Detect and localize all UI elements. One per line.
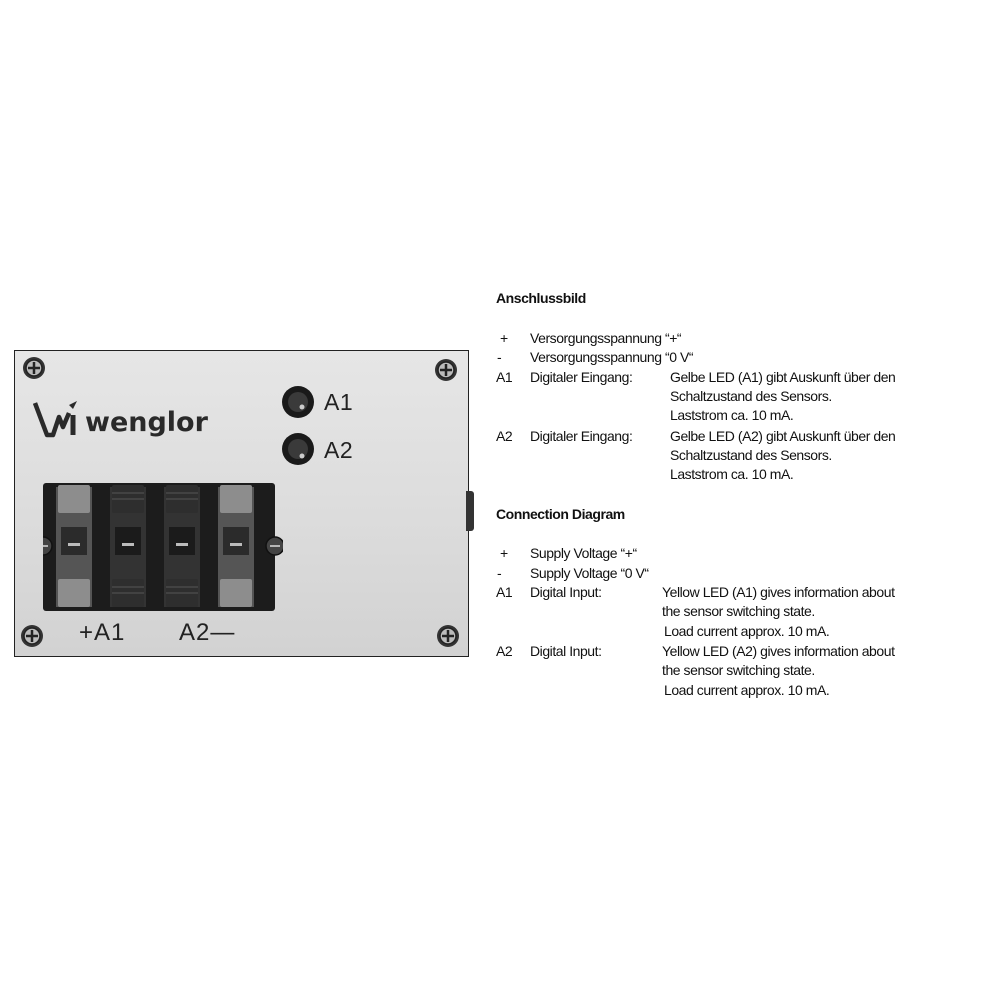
plus-text: Supply Voltage “+“	[530, 545, 637, 561]
plus-symbol: +	[500, 330, 508, 346]
connector-panel-photo	[14, 350, 469, 657]
screw-top-left	[21, 355, 47, 381]
english-heading: Connection Diagram	[496, 506, 625, 522]
a2-desc-line: the sensor switching state.	[662, 662, 815, 678]
side-knob	[466, 491, 474, 531]
screw-bottom-left	[19, 623, 45, 649]
led-a1-label: A1	[324, 389, 354, 415]
a2-symbol: A2	[496, 643, 513, 659]
a2-symbol: A2	[496, 428, 513, 444]
a1-desc-line: Schaltzustand des Sensors.	[670, 388, 832, 404]
a1-desc-line: Load current approx. 10 mA.	[664, 623, 830, 639]
a1-desc-line: Gelbe LED (A1) gibt Auskunft über den	[670, 369, 896, 385]
svg-text:wenglor: wenglor	[85, 407, 208, 438]
led-a2-indicator	[280, 431, 316, 467]
a2-desc-line: Laststrom ca. 10 mA.	[670, 466, 794, 482]
minus-text: Supply Voltage “0 V“	[530, 565, 649, 581]
screw-bottom-right	[435, 623, 461, 649]
german-heading: Anschlussbild	[496, 290, 586, 306]
a1-symbol: A1	[496, 584, 513, 600]
terminal-label-a2-minus: A2—	[179, 619, 236, 646]
minus-symbol: -	[497, 349, 502, 365]
a1-label: Digital Input:	[530, 584, 602, 600]
wenglor-logo	[33, 395, 253, 445]
a1-desc-line: Yellow LED (A1) gives information about	[662, 584, 895, 600]
led-a2-label: A2	[324, 437, 354, 463]
a2-desc-line: Yellow LED (A2) gives information about	[662, 643, 895, 659]
a1-desc-line: Laststrom ca. 10 mA.	[670, 407, 794, 423]
minus-symbol: -	[497, 565, 502, 581]
a2-label: Digitaler Eingang:	[530, 428, 633, 444]
minus-text: Versorgungsspannung “0 V“	[530, 349, 694, 365]
screw-top-right	[433, 357, 459, 383]
a2-desc-line: Gelbe LED (A2) gibt Auskunft über den	[670, 428, 896, 444]
plus-symbol: +	[500, 545, 508, 561]
a1-symbol: A1	[496, 369, 513, 385]
a1-desc-line: the sensor switching state.	[662, 603, 815, 619]
a1-label: Digitaler Eingang:	[530, 369, 633, 385]
a2-desc-line: Load current approx. 10 mA.	[664, 682, 830, 698]
a2-desc-line: Schaltzustand des Sensors.	[670, 447, 832, 463]
terminal-label-plus-a1: +A1	[79, 619, 126, 646]
terminal-block	[43, 483, 283, 611]
a2-label: Digital Input:	[530, 643, 602, 659]
plus-text: Versorgungsspannung “+“	[530, 330, 682, 346]
led-a1-indicator	[280, 384, 316, 420]
